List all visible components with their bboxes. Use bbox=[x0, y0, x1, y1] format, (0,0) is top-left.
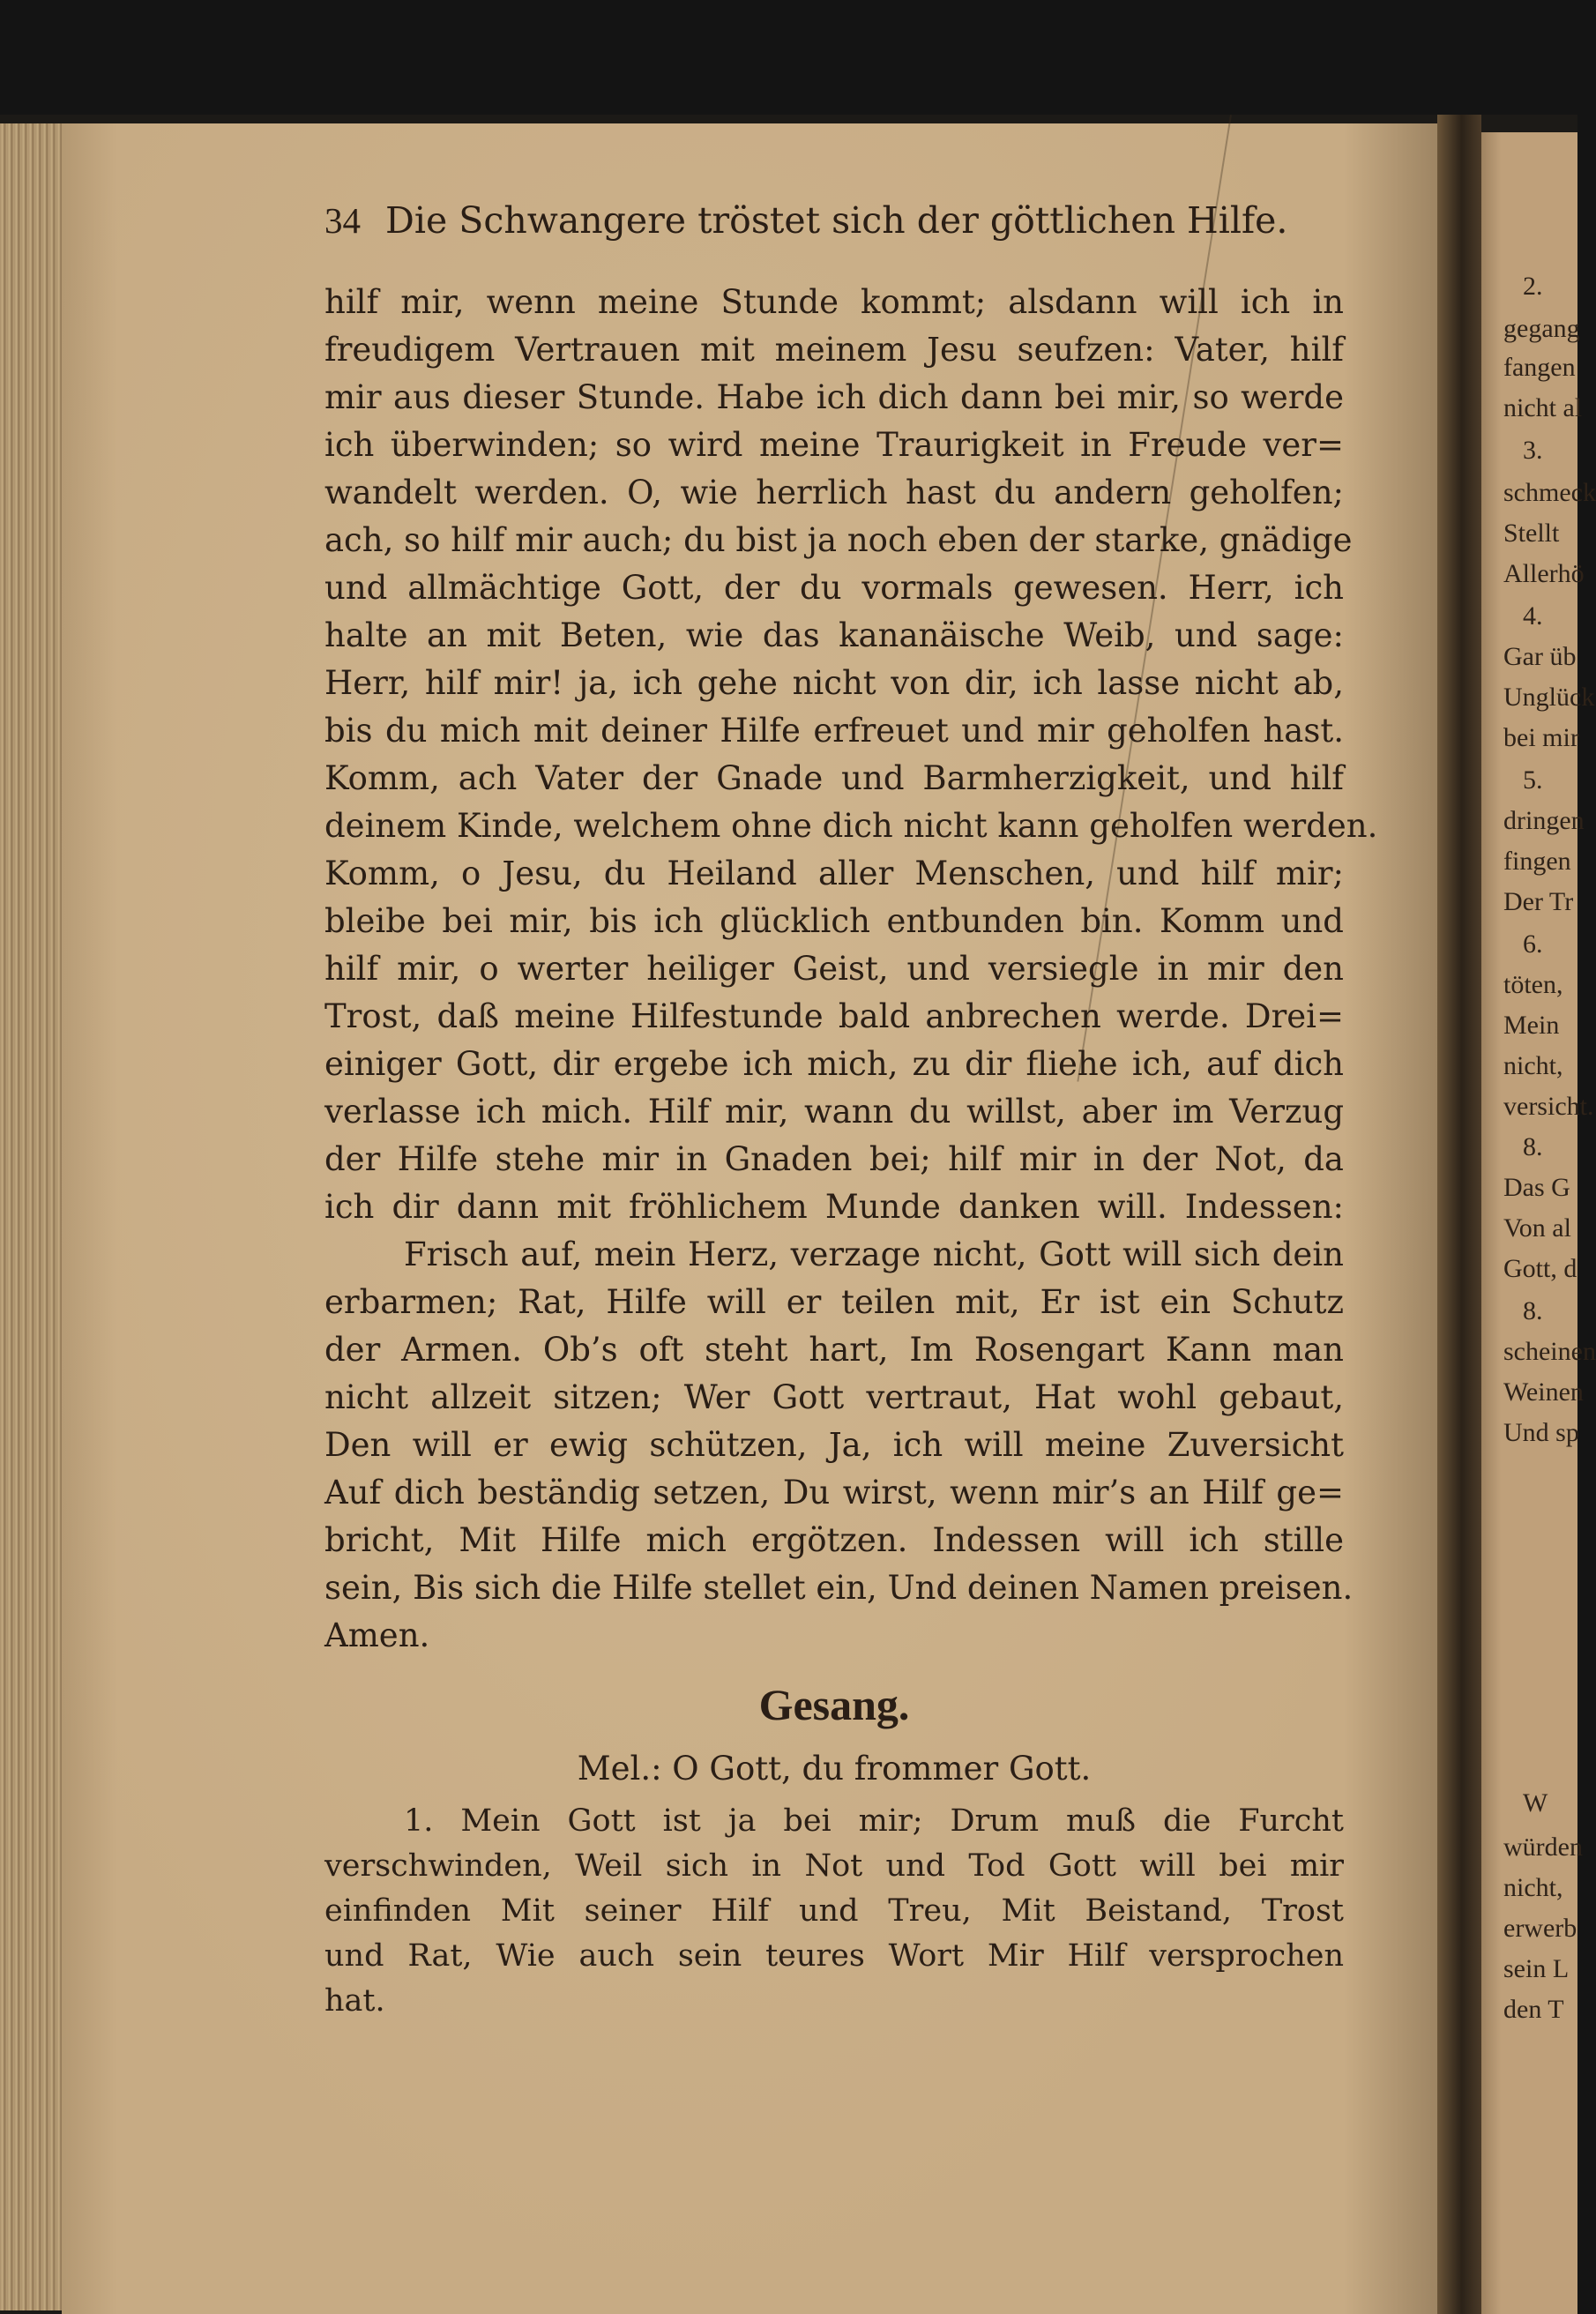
facing-fragment: gegang bbox=[1503, 314, 1580, 343]
facing-fragment: töten, bbox=[1503, 970, 1563, 999]
verse-1 bbox=[324, 1799, 1344, 2024]
text-line: Auf dich beständig setzen, Du wirst, wenn mir’s an Hilf ge= bbox=[324, 1474, 1344, 1512]
page-number: 34 bbox=[324, 200, 361, 241]
facing-fragment: dringen bbox=[1503, 806, 1585, 835]
text-line: halte an mit Beten, wie das kananäische Weib, und sage: bbox=[324, 616, 1344, 654]
running-head-title: Die Schwangere tröstet sich der göttlichen Hilfe. bbox=[385, 199, 1288, 242]
text-line: Den will er ewig schützen, Ja, ich will meine Zuversicht bbox=[324, 1426, 1344, 1464]
text-line: bleibe bei mir, bis ich glücklich entbunden bin. Komm und bbox=[324, 902, 1344, 940]
text-line: und allmächtige Gott, der du vormals gewesen. Herr, ich bbox=[324, 569, 1344, 607]
text-line: hilf mir, wenn meine Stunde kommt; alsdann will ich in bbox=[324, 283, 1344, 321]
facing-fragment: 5. bbox=[1523, 765, 1543, 795]
facing-fragment: W bbox=[1523, 1788, 1548, 1818]
facing-fragment: schmeck bbox=[1503, 478, 1596, 507]
text-line: der Armen. Ob’s oft steht hart, Im Rosengart Kann man bbox=[324, 1331, 1344, 1369]
text-line: der Hilfe stehe mir in Gnaden bei; hilf mir in der Not, da bbox=[324, 1140, 1344, 1178]
text-line: erbarmen; Rat, Hilfe will er teilen mit, Er ist ein Schutz bbox=[324, 1283, 1344, 1321]
facing-fragment: 3. bbox=[1523, 436, 1543, 465]
text-line: bis du mich mit deiner Hilfe erfreuet und mir geholfen hast. bbox=[324, 712, 1344, 750]
facing-page bbox=[1468, 132, 1596, 2314]
facing-fragment: fangen bbox=[1503, 353, 1576, 382]
facing-fragment: 4. bbox=[1523, 601, 1543, 631]
facing-fragment: Allerhö bbox=[1503, 559, 1585, 588]
facing-fragment: fingen bbox=[1503, 847, 1571, 876]
verse-line: verschwinden, Weil sich in Not und Tod Gott will bei mir bbox=[324, 1848, 1344, 1884]
text-line: nicht allzeit sitzen; Wer Gott vertraut, Hat wohl gebaut, bbox=[324, 1378, 1344, 1416]
text-line: Komm, ach Vater der Gnade und Barmherzigkeit, und hilf bbox=[324, 759, 1344, 797]
facing-fragment: bei mir bbox=[1503, 723, 1579, 752]
facing-fragment: nicht, bbox=[1503, 1051, 1563, 1080]
running-head bbox=[324, 196, 1344, 245]
facing-fragment: 8. bbox=[1523, 1296, 1543, 1325]
page-edges bbox=[0, 123, 71, 2310]
facing-fragment: 2. bbox=[1523, 272, 1543, 301]
prayer-text bbox=[324, 279, 1378, 1231]
facing-fragment: nicht, bbox=[1503, 1873, 1563, 1902]
text-line: Amen. bbox=[324, 1616, 430, 1654]
text-line: bricht, Mit Hilfe mich ergötzen. Indessen will ich stille bbox=[324, 1521, 1344, 1559]
text-line: Frisch auf, mein Herz, verzage nicht, Gott will sich dein bbox=[404, 1235, 1344, 1273]
facing-fragment: Von al bbox=[1503, 1213, 1571, 1243]
text-line: einiger Gott, dir ergebe ich mich, zu dir fliehe ich, auf dich bbox=[324, 1045, 1344, 1083]
facing-fragment: nicht al bbox=[1503, 393, 1583, 422]
text-line: freudigem Vertrauen mit meinem Jesu seufzen: Vater, hilf bbox=[324, 331, 1344, 369]
verse-line: einfinden Mit seiner Hilf und Treu, Mit Beistand, Trost bbox=[324, 1893, 1344, 1929]
verse-line: 1. Mein Gott ist ja bei mir; Drum muß die Furcht bbox=[404, 1803, 1344, 1839]
facing-fragment: Weinen bbox=[1503, 1377, 1584, 1407]
melody-line: Mel.: O Gott, du frommer Gott. bbox=[577, 1750, 1092, 1788]
facing-fragment: Gar üb bbox=[1503, 642, 1577, 671]
facing-fragment: Das G bbox=[1503, 1173, 1570, 1202]
facing-fragment: Mein bbox=[1503, 1011, 1560, 1040]
text-line: wandelt werden. O, wie herrlich hast du andern geholfen; bbox=[324, 474, 1344, 511]
facing-fragment: erwerb bbox=[1503, 1914, 1577, 1943]
text-line: mir aus dieser Stunde. Habe ich dich dann bei mir, so werde bbox=[324, 378, 1344, 416]
text-line: hilf mir, o werter heiliger Geist, und versiegle in mir den bbox=[324, 950, 1344, 988]
section-title: Gesang. bbox=[758, 1680, 910, 1729]
facing-fragment: Und sp bbox=[1503, 1418, 1579, 1447]
facing-fragment: Gott, d bbox=[1503, 1254, 1577, 1283]
facing-fragment: scheinen bbox=[1503, 1337, 1596, 1366]
text-line: ich überwinden; so wird meine Traurigkeit in Freude ver= bbox=[324, 426, 1344, 464]
text-line: Trost, daß meine Hilfestunde bald anbrechen werde. Drei= bbox=[324, 997, 1344, 1035]
page-content bbox=[324, 196, 1378, 2024]
facing-fragment: sein L bbox=[1503, 1954, 1570, 1983]
facing-fragment: 6. bbox=[1523, 929, 1543, 959]
book-gutter bbox=[1437, 115, 1481, 2314]
verse-line: und Rat, Wie auch sein teures Wort Mir Hilf versprochen bbox=[324, 1938, 1344, 1974]
text-line: Komm, o Jesu, du Heiland aller Menschen, und hilf mir; bbox=[324, 855, 1344, 892]
facing-fragment: Stellt bbox=[1503, 519, 1560, 548]
text-line: deinem Kinde, welchem ohne dich nicht kann geholfen werden. bbox=[324, 807, 1378, 845]
text-line: Herr, hilf mir! ja, ich gehe nicht von dir, ich lasse nicht ab, bbox=[324, 664, 1344, 702]
text-line: sein, Bis sich die Hilfe stellet ein, Und deinen Namen preisen. bbox=[324, 1569, 1354, 1607]
facing-fragment: den T bbox=[1503, 1995, 1564, 2024]
facing-fragment: versicht. bbox=[1503, 1092, 1594, 1121]
facing-fragment: 8. bbox=[1523, 1132, 1543, 1161]
facing-fragment: Unglück bbox=[1503, 683, 1595, 712]
text-line: verlasse ich mich. Hilf mir, wann du willst, aber im Verzug bbox=[324, 1093, 1344, 1131]
text-line: ach, so hilf mir auch; du bist ja noch eben der starke, gnädige bbox=[324, 521, 1353, 559]
text-line: ich dir dann mit fröhlichem Munde danken will. Indessen: bbox=[324, 1188, 1344, 1226]
facing-fragment: würden bbox=[1503, 1833, 1583, 1862]
facing-fragment: Der Tr bbox=[1503, 887, 1574, 916]
hymn-stanza bbox=[324, 1231, 1354, 1660]
verse-line: hat. bbox=[324, 1983, 385, 2019]
